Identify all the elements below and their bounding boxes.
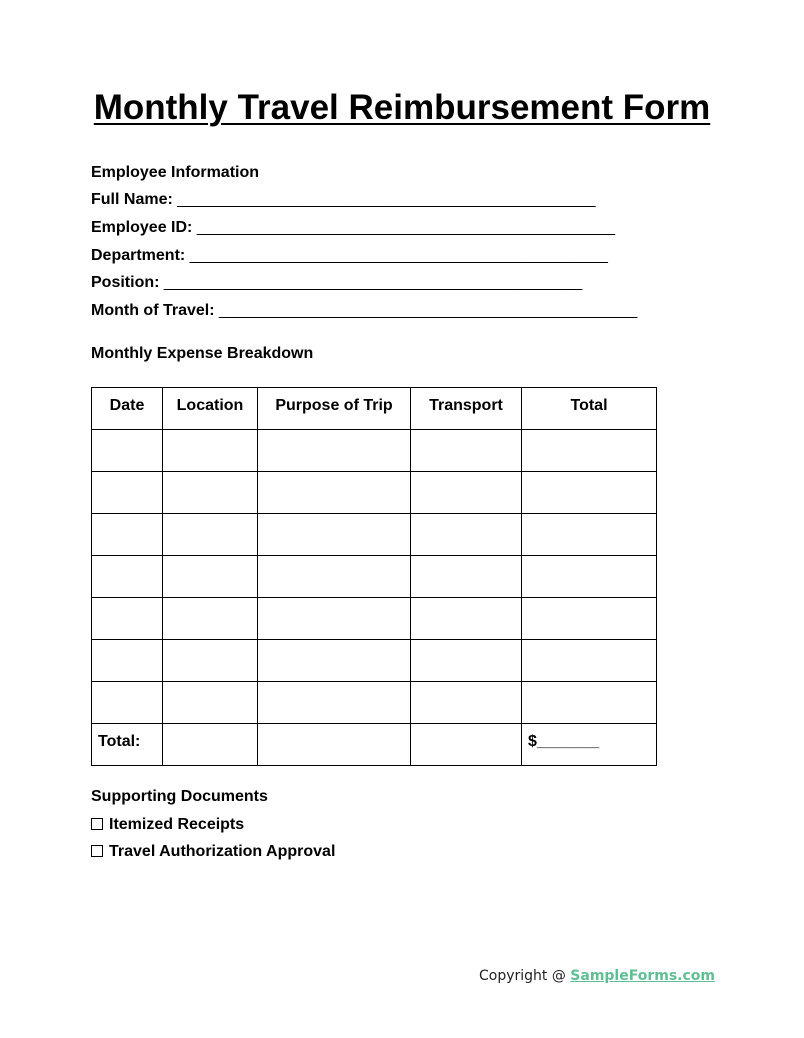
table-header-row xyxy=(92,388,657,430)
employee-id-label: Employee ID: xyxy=(91,219,193,236)
table-cell[interactable] xyxy=(258,598,411,640)
table-cell[interactable] xyxy=(163,514,258,556)
table-row xyxy=(92,640,657,682)
total-amount[interactable]: $_______ xyxy=(522,724,657,766)
expense-table xyxy=(91,387,657,766)
table-cell[interactable] xyxy=(92,556,163,598)
copyright-prefix: Copyright @ xyxy=(478,968,571,984)
employee-info-heading: Employee Information xyxy=(91,164,260,181)
column-header-total: Total xyxy=(522,388,657,430)
position-field[interactable] xyxy=(91,273,582,293)
column-header-purpose: Purpose of Trip xyxy=(258,388,411,430)
table-row xyxy=(92,682,657,724)
table-cell[interactable] xyxy=(522,682,657,724)
table-cell[interactable] xyxy=(163,598,258,640)
department-field[interactable] xyxy=(91,246,608,266)
total-row xyxy=(92,724,657,766)
column-header-location: Location xyxy=(163,388,258,430)
table-row xyxy=(92,430,657,472)
table-cell[interactable] xyxy=(258,682,411,724)
table-cell[interactable] xyxy=(411,640,522,682)
table-cell xyxy=(163,724,258,766)
page-title: Monthly Travel Reimbursement Form xyxy=(93,88,711,127)
table-cell[interactable] xyxy=(258,556,411,598)
month-of-travel-label: Month of Travel: xyxy=(91,302,215,319)
department-label: Department: xyxy=(91,247,186,264)
table-row xyxy=(92,598,657,640)
table-cell[interactable] xyxy=(92,430,163,472)
total-label: Total: xyxy=(92,724,163,766)
employee-id-blank[interactable]: _______________________________________________ xyxy=(196,219,616,236)
table-cell[interactable] xyxy=(163,430,258,472)
brand-link[interactable]: SampleForms.com xyxy=(570,968,715,984)
table-row xyxy=(92,472,657,514)
table-cell[interactable] xyxy=(163,472,258,514)
checklist-item-label: Itemized Receipts xyxy=(109,816,245,833)
checkbox-icon[interactable] xyxy=(91,818,103,830)
full-name-field[interactable] xyxy=(91,190,595,210)
table-cell[interactable] xyxy=(411,598,522,640)
table-cell[interactable] xyxy=(92,514,163,556)
table-cell[interactable] xyxy=(522,556,657,598)
table-cell[interactable] xyxy=(522,640,657,682)
column-header-date: Date xyxy=(92,388,163,430)
checklist-item-receipts[interactable] xyxy=(91,815,244,835)
table-cell[interactable] xyxy=(258,430,411,472)
employee-id-field[interactable] xyxy=(91,218,615,238)
supporting-documents-heading: Supporting Documents xyxy=(91,788,268,805)
table-cell[interactable] xyxy=(522,598,657,640)
table-cell[interactable] xyxy=(522,472,657,514)
table-cell[interactable] xyxy=(163,556,258,598)
department-blank[interactable]: _______________________________________________ xyxy=(189,247,608,264)
full-name-blank[interactable]: _______________________________________________ xyxy=(177,191,596,208)
table-cell[interactable] xyxy=(163,640,258,682)
expense-breakdown-heading: Monthly Expense Breakdown xyxy=(91,345,314,362)
table-cell[interactable] xyxy=(92,472,163,514)
table-cell[interactable] xyxy=(92,598,163,640)
table-cell xyxy=(258,724,411,766)
month-of-travel-field[interactable] xyxy=(91,301,637,321)
table-cell[interactable] xyxy=(92,682,163,724)
table-row xyxy=(92,556,657,598)
table-cell[interactable] xyxy=(258,640,411,682)
column-header-transport: Transport xyxy=(411,388,522,430)
checklist-item-label: Travel Authorization Approval xyxy=(109,843,336,860)
position-label: Position: xyxy=(91,274,160,291)
table-cell[interactable] xyxy=(92,640,163,682)
checklist-item-authorization[interactable] xyxy=(91,842,335,862)
table-row xyxy=(92,514,657,556)
table-cell[interactable] xyxy=(258,514,411,556)
table-cell[interactable] xyxy=(258,472,411,514)
checkbox-icon[interactable] xyxy=(91,845,103,857)
table-cell[interactable] xyxy=(163,682,258,724)
table-cell[interactable] xyxy=(411,472,522,514)
table-cell[interactable] xyxy=(411,514,522,556)
table-cell[interactable] xyxy=(411,682,522,724)
table-cell[interactable] xyxy=(522,430,657,472)
copyright-footer xyxy=(479,968,715,984)
table-cell[interactable] xyxy=(411,556,522,598)
table-cell xyxy=(411,724,522,766)
full-name-label: Full Name: xyxy=(91,191,173,208)
position-blank[interactable]: _______________________________________________ xyxy=(163,274,583,291)
month-of-travel-blank[interactable]: _______________________________________________ xyxy=(219,302,638,319)
table-cell[interactable] xyxy=(411,430,522,472)
table-cell[interactable] xyxy=(522,514,657,556)
